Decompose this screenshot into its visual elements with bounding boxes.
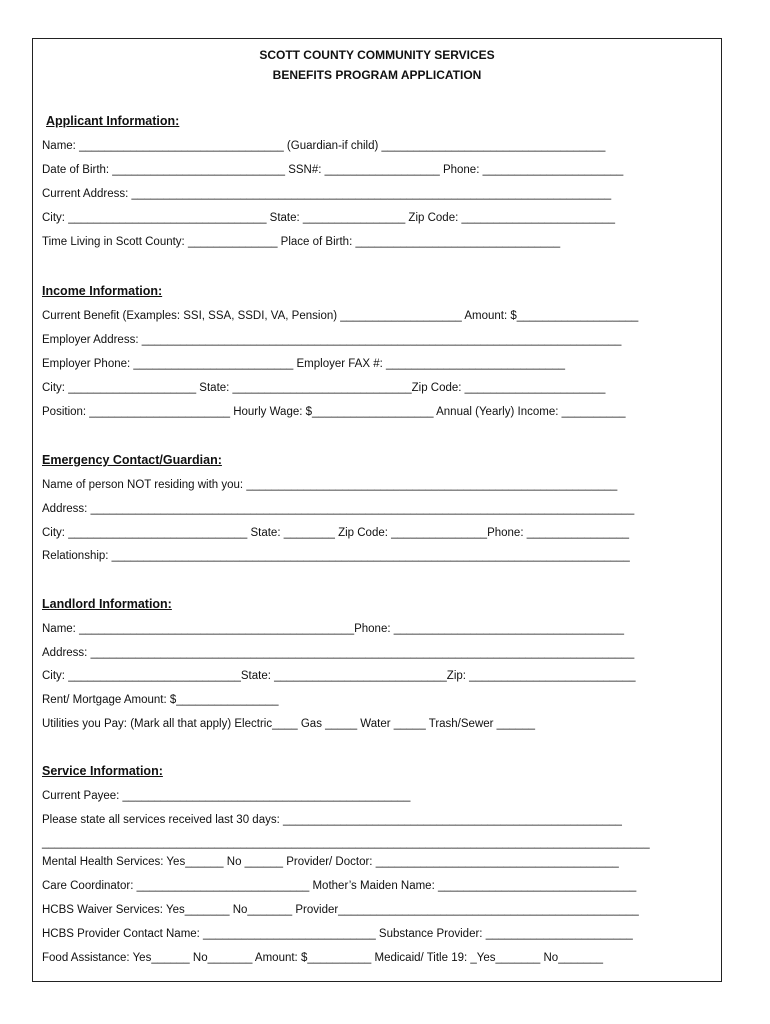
service-received-line[interactable]: Please state all services received last 30 days: _____________________________________________________ — [42, 814, 622, 826]
landlord-heading: Landlord Information: — [42, 597, 172, 611]
service-food-assistance-line[interactable]: Food Assistance: Yes______ No_______ Amount: $__________ Medicaid/ Title 19: _Yes_______ No_______ — [42, 952, 603, 964]
form-title-line2: BENEFITS PROGRAM APPLICATION — [272, 68, 482, 82]
emergency-heading: Emergency Contact/Guardian: — [42, 453, 222, 467]
income-heading: Income Information: — [42, 284, 163, 298]
service-heading: Service Information: — [42, 764, 163, 778]
landlord-name-line[interactable]: Name: ___________________________________________Phone: ____________________________________ — [42, 623, 624, 635]
service-hcbs-line[interactable]: HCBS Waiver Services: Yes_______ No_______ Provider_______________________________________________ — [42, 904, 639, 916]
applicant-residence-line[interactable]: Time Living in Scott County: ______________ Place of Birth: ________________________________ — [42, 236, 561, 248]
income-city-line[interactable]: City: ____________________ State: ____________________________Zip Code: ______________________ — [42, 382, 606, 394]
landlord-city-line[interactable]: City: ___________________________State: ___________________________Zip: __________________________ — [42, 670, 636, 682]
service-received-continuation-line[interactable]: _______________________________________________________________________________________________ — [42, 837, 650, 849]
service-hcbs-contact-line[interactable]: HCBS Provider Contact Name: ___________________________ Substance Provider: _______________________ — [42, 928, 633, 940]
landlord-rent-line[interactable]: Rent/ Mortgage Amount: $________________ — [42, 694, 279, 706]
landlord-address-line[interactable]: Address: _____________________________________________________________________________________ — [42, 647, 635, 659]
applicant-city-line[interactable]: City: _______________________________ State: ________________ Zip Code: ________________________ — [42, 212, 615, 224]
emergency-relationship-line[interactable]: Relationship: _________________________________________________________________________________ — [42, 550, 630, 562]
landlord-utilities-line[interactable]: Utilities you Pay: (Mark all that apply) Electric____ Gas _____ Water _____ Trash/Sewer ______ — [42, 718, 536, 730]
income-employer-address-line[interactable]: Employer Address: ___________________________________________________________________________ — [42, 334, 622, 346]
income-employer-phone-line[interactable]: Employer Phone: _________________________ Employer FAX #: ____________________________ — [42, 358, 566, 370]
service-payee-line[interactable]: Current Payee: _____________________________________________ — [42, 790, 411, 802]
applicant-address-line[interactable]: Current Address: ___________________________________________________________________________ — [42, 188, 612, 200]
applicant-heading: Applicant Information: — [46, 114, 180, 128]
emergency-address-line[interactable]: Address: _____________________________________________________________________________________ — [42, 503, 635, 515]
income-benefit-line[interactable]: Current Benefit (Examples: SSI, SSA, SSDI, VA, Pension) ___________________ Amount: $___________________ — [42, 310, 639, 322]
emergency-city-line[interactable]: City: ____________________________ State: ________ Zip Code: _______________Phone: ________________ — [42, 527, 630, 539]
application-form — [32, 38, 722, 982]
applicant-dob-line[interactable]: Date of Birth: ___________________________ SSN#: __________________ Phone: ______________________ — [42, 164, 624, 176]
form-title-line1: SCOTT COUNTY COMMUNITY SERVICES — [259, 48, 495, 62]
service-care-coordinator-line[interactable]: Care Coordinator: ___________________________ Mother’s Maiden Name: _______________________________ — [42, 880, 637, 892]
emergency-name-line[interactable]: Name of person NOT residing with you: __________________________________________________________ — [42, 479, 618, 491]
applicant-name-line[interactable]: Name: ________________________________ (Guardian-if child) ___________________________________ — [42, 140, 606, 152]
service-mental-health-line[interactable]: Mental Health Services: Yes______ No ______ Provider/ Doctor: ______________________________________ — [42, 856, 619, 868]
income-position-line[interactable]: Position: ______________________ Hourly Wage: $___________________ Annual (Yearly) Income: __________ — [42, 406, 626, 418]
